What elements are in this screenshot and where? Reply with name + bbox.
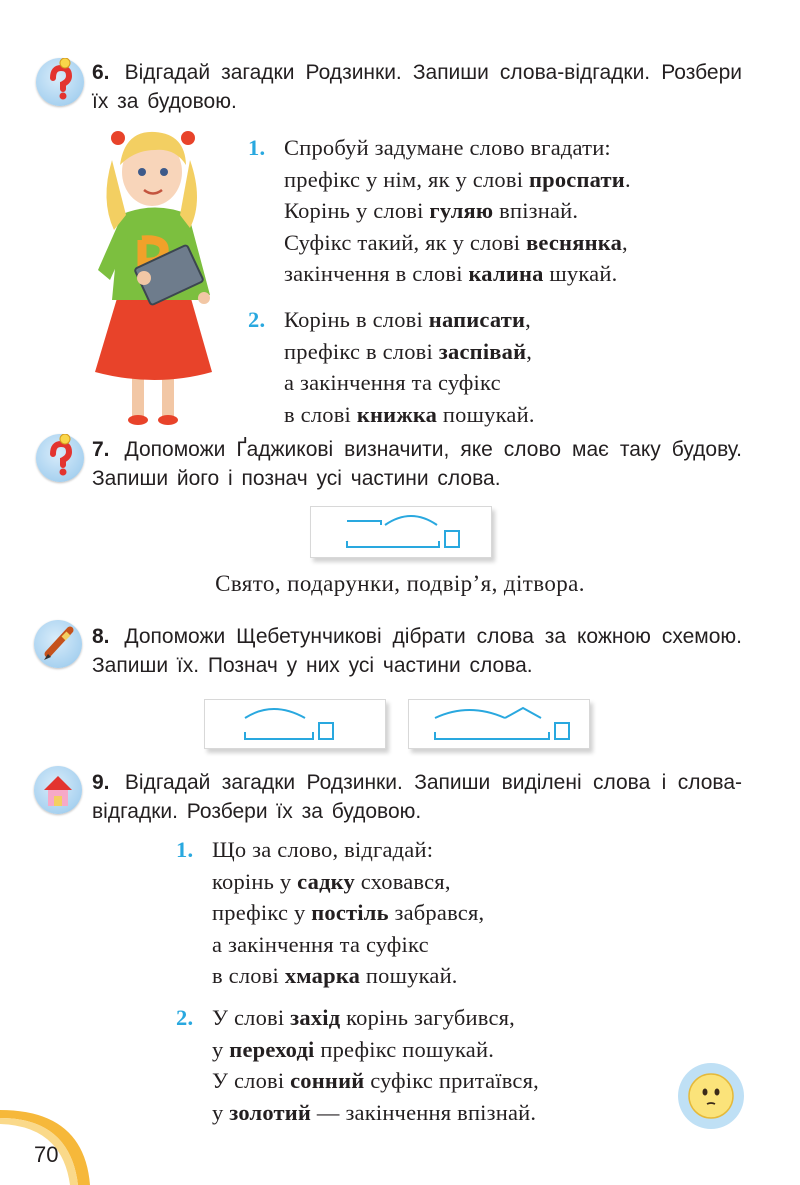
task-number: 8.	[92, 625, 110, 648]
task-number: 9.	[92, 771, 110, 794]
question-icon	[36, 58, 84, 106]
question-icon	[36, 434, 84, 482]
task-text: Відгадай загадки Родзинки. Запиши виділені слова і слова-відгадки. Розбери їх за будовою.	[92, 771, 742, 823]
poem-line: Корінь у слові гуляю впізнай.	[284, 198, 579, 223]
word-structure-scheme-1	[204, 699, 386, 749]
pen-icon	[34, 620, 82, 668]
poem-line: в слові хмарка пошукай.	[212, 963, 458, 988]
bold-word: хмарка	[284, 963, 361, 988]
bold-word: садку	[297, 868, 355, 894]
root-mark	[245, 709, 305, 718]
task-number: 7.	[92, 438, 110, 461]
task-9-riddle-2	[176, 1002, 539, 1128]
ending-mark	[319, 723, 333, 739]
poem-line: в слові книжка пошукай.	[284, 401, 535, 427]
riddle-number: 2.	[176, 1005, 194, 1030]
bold-word: веснянка	[526, 229, 623, 255]
poem-line: У слові сонний суфікс притаївся,	[212, 1068, 539, 1093]
prefix-mark	[347, 521, 381, 525]
stem-mark	[245, 732, 313, 739]
poem-line: префікс в слові заспівай,	[284, 338, 533, 364]
bold-word: золотий	[229, 1099, 312, 1125]
bold-word: гуляю	[429, 198, 494, 223]
stem-mark	[435, 732, 549, 739]
bold-word: сонний	[290, 1068, 365, 1093]
task-6-instructions	[92, 58, 742, 116]
poem-line: у золотий — закінчення впізнай.	[212, 1099, 537, 1125]
task-6-riddle-2	[248, 304, 535, 430]
poem-line: а закінчення та суфікс	[284, 370, 501, 395]
word-list: Свято, подарунки, подвір’я, дітвора.	[215, 571, 585, 596]
riddle-number: 1.	[176, 837, 194, 862]
task-9-instructions	[92, 768, 742, 826]
scheme-marks	[311, 507, 491, 557]
stem-mark	[347, 541, 439, 547]
poem-line: закінчення в слові калина шукай.	[284, 261, 618, 286]
scheme-marks	[205, 700, 385, 748]
page-number: 70	[34, 1142, 59, 1167]
poem-line: Що за слово, відгадай:	[212, 837, 434, 862]
ending-mark	[555, 723, 569, 739]
bold-word: написати	[428, 307, 526, 332]
bold-word: книжка	[356, 401, 438, 427]
task-6-riddle-1	[248, 132, 631, 290]
bold-word: постіль	[311, 900, 389, 925]
task-text: Допоможи Ґаджикові визначити, яке слово має таку будову. Запиши його і познач усі частини слова.	[92, 438, 743, 490]
bold-word: переході	[229, 1036, 315, 1062]
task-number: 6.	[92, 61, 110, 84]
task-7-instructions	[92, 435, 742, 493]
root-mark	[385, 516, 437, 525]
task-text: Допоможи Щебетунчикові дібрати слова за кожною схемою. Запиши їх. Познач у них усі частини слова.	[92, 625, 742, 677]
poem-line: у переході префікс пошукай.	[212, 1036, 495, 1062]
smiley-icon	[677, 1062, 745, 1130]
suffix-mark	[505, 708, 541, 718]
bold-word: проспати	[528, 166, 625, 192]
scheme-marks	[409, 700, 589, 748]
bold-word: захід	[290, 1005, 341, 1030]
girl-illustration	[80, 120, 230, 425]
ending-mark	[445, 531, 459, 547]
task-8-instructions	[92, 622, 742, 680]
riddle-number: 2.	[248, 307, 266, 332]
task-9-riddle-1	[176, 834, 485, 992]
word-structure-scheme	[310, 506, 492, 558]
house-icon	[34, 766, 82, 814]
poem-line: Суфікс такий, як у слові веснянка,	[284, 229, 628, 255]
task-text: Відгадай загадки Родзинки. Запиши слова-відгадки. Розбери їх за будовою.	[92, 61, 742, 113]
poem-line: Спробуй задумане слово вгадати:	[284, 135, 611, 160]
bold-word: заспівай	[438, 338, 527, 364]
root-mark	[435, 710, 505, 718]
poem-line: корінь у садку сховався,	[212, 868, 451, 894]
riddle-number: 1.	[248, 135, 266, 160]
poem-line: а закінчення та суфікс	[212, 931, 429, 957]
poem-line: У слові захід корінь загубився,	[212, 1005, 516, 1030]
poem-line: префікс у нім, як у слові проспати.	[284, 166, 631, 192]
bold-word: калина	[468, 261, 544, 286]
poem-line: префікс у постіль забрався,	[212, 900, 485, 925]
poem-line: Корінь в слові написати,	[284, 307, 531, 332]
word-structure-scheme-2	[408, 699, 590, 749]
